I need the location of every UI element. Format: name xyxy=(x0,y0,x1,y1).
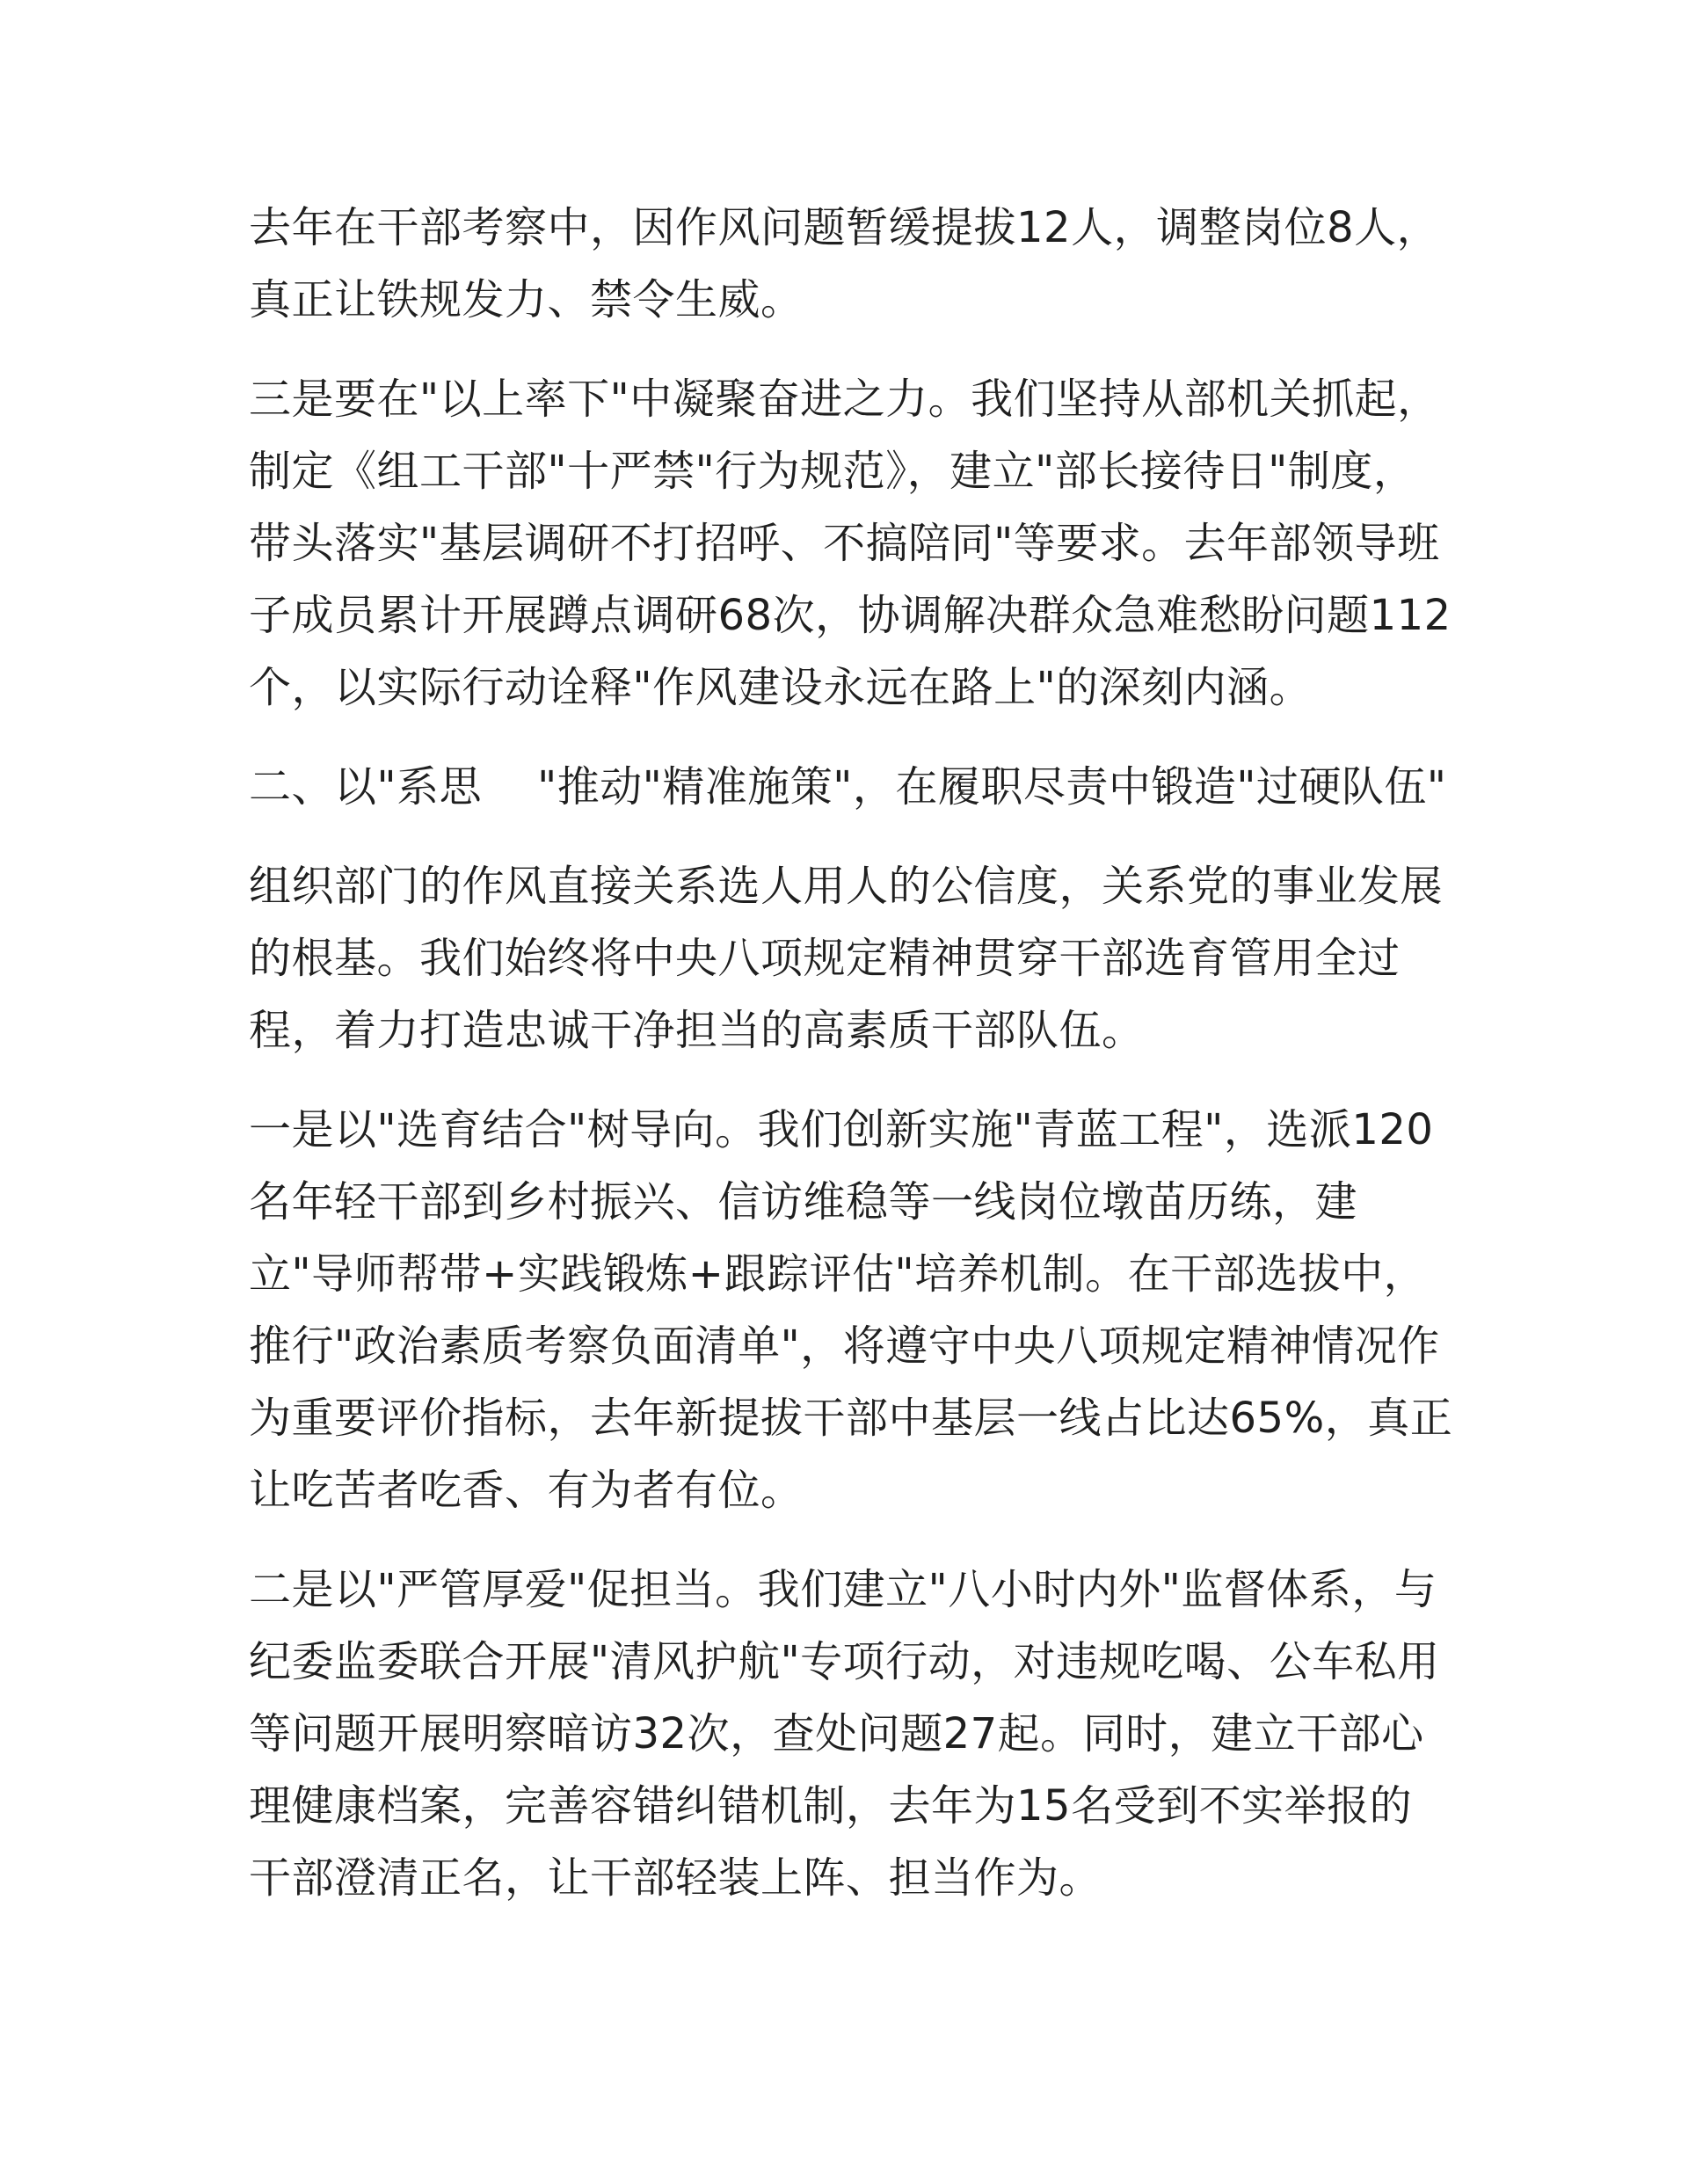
section-heading xyxy=(249,751,1453,823)
paragraph-text: 二是以"严管厚爱"促担当。我们建立"八小时内外"监督体系，与纪委监委联合开展"清风护航"专项行动，对违规吃喝、公车私用等问题开展明察暗访32次，查处问题27起。同时，建立干部心理健康档案，完善容错纠错机制，去年为15名受到不实举报的干部澄清正名，让干部轻装上阵、担当作为。 xyxy=(249,1565,1440,1903)
paragraph-4 xyxy=(249,850,1453,1067)
paragraph-text: 去年在干部考察中，因作风问题暂缓提拔12人，调整岗位8人，真正让铁规发力、禁令生威。 xyxy=(249,203,1440,324)
document-body xyxy=(249,192,1453,1941)
paragraph-6 xyxy=(249,1554,1453,1914)
paragraph-text: 三是要在"以上率下"中凝聚奋进之力。我们坚持从部机关抓起，制定《组工干部"十严禁"行为规范》，建立"部长接待日"制度，带头落实"基层调研不打招呼、不搞陪同"等要求。去年部领导班子成员累计开展蹲点调研68次，协调解决群众急难愁盼问题112个，以实际行动诠释"作风建设永远在路上"的深刻内涵。 xyxy=(249,375,1452,712)
paragraph-text: 一是以"选育结合"树导向。我们创新实施"青蓝工程"，选派120名年轻干部到乡村振兴、信访维稳等一线岗位墩苗历练，建立"导师帮带+实践锻炼+跟踪评估"培养机制。在干部选拔中，推行"政治素质考察负面清单"，将遵守中央八项规定精神情况作为重要评价指标，去年新提拔干部中基层一线占比达65%，真正让吃苦者吃香、有为者有位。 xyxy=(249,1105,1453,1515)
paragraph-text: 二、以"系思 "推动"精准施策"，在履职尽责中锻造"过硬队伍" xyxy=(249,762,1447,812)
paragraph-2 xyxy=(249,363,1453,724)
paragraph-5 xyxy=(249,1094,1453,1526)
paragraph-text: 组织部门的作风直接关系选人用人的公信度，关系党的事业发展的根基。我们始终将中央八项规定精神贯穿干部选育管用全过程，着力打造忠诚干净担当的高素质干部队伍。 xyxy=(249,862,1444,1055)
paragraph-1 xyxy=(249,192,1453,336)
